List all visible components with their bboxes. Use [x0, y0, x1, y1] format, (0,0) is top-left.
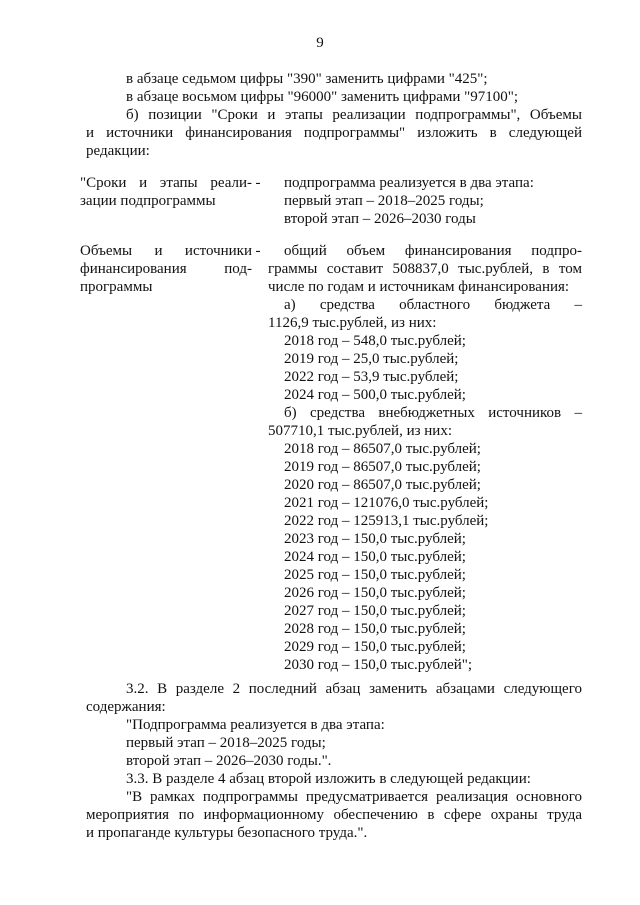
- extrabudget-year-line: 2024 год – 150,0 тыс.рублей;: [284, 549, 466, 565]
- row2-label-line-3: программы: [80, 279, 153, 295]
- intro-line-4: и источники финансирования подпрограммы" изложить в следующей: [86, 125, 582, 141]
- extrabudget-years: [268, 440, 582, 674]
- extrabudget-year-line: 2021 год – 121076,0 тыс.рублей;: [284, 495, 489, 511]
- section-3-2-line-1: 3.2. В разделе 2 последний абзац заменить абзацами следующего: [126, 681, 582, 697]
- extrabudget-line-1: б) средства внебюджетных источников –: [284, 405, 582, 421]
- section-3-2: [86, 680, 582, 770]
- extrabudget-year-line: 2030 год – 150,0 тыс.рублей";: [284, 657, 473, 673]
- extrabudget-year-line: 2022 год – 125913,1 тыс.рублей;: [284, 513, 489, 529]
- row1-dash: -: [255, 175, 261, 191]
- row2-label-line-1: Объемы и источники: [80, 243, 252, 259]
- section-3-3-line-4: и пропаганде культуры безопасного труда.".: [86, 825, 368, 841]
- row2-values: [268, 242, 582, 674]
- row2-dash: -: [255, 243, 261, 259]
- intro-line-1: в абзаце седьмом цифры "390" заменить цифрами "425";: [126, 71, 488, 87]
- extrabudget-year-line: 2023 год – 150,0 тыс.рублей;: [284, 531, 466, 547]
- page-number: 9: [316, 35, 324, 51]
- regional-budget-years: [268, 332, 582, 404]
- section-3-2-line-4: первый этап – 2018–2025 годы;: [126, 735, 326, 751]
- row2-para1-line-1: общий объем финансирования подпро-: [284, 243, 582, 259]
- regional-budget-line-2: 1126,9 тыс.рублей, из них:: [268, 315, 437, 331]
- regional-budget-line-1: а) средства областного бюджета –: [284, 297, 582, 313]
- row1-label-line-1: "Сроки и этапы реали-: [80, 175, 252, 191]
- regional-budget-year-line: 2024 год – 500,0 тыс.рублей;: [284, 387, 466, 403]
- extrabudget-year-line: 2019 год – 86507,0 тыс.рублей;: [284, 459, 481, 475]
- row1-value-line: второй этап – 2026–2030 годы: [284, 211, 476, 227]
- extrabudget-year-line: 2026 год – 150,0 тыс.рублей;: [284, 585, 466, 601]
- extrabudget-year-line: 2029 год – 150,0 тыс.рублей;: [284, 639, 466, 655]
- extrabudget-year-line: 2020 год – 86507,0 тыс.рублей;: [284, 477, 481, 493]
- regional-budget-year-line: 2022 год – 53,9 тыс.рублей;: [284, 369, 459, 385]
- intro-line-5: редакции:: [86, 143, 150, 159]
- section-3-3-line-2: "В рамках подпрограммы предусматривается реализация основного: [126, 789, 582, 805]
- regional-budget-year-line: 2019 год – 25,0 тыс.рублей;: [284, 351, 459, 367]
- section-3-2-line-2: содержания:: [86, 699, 166, 715]
- row2-label-line-2: финансирования под-: [80, 261, 252, 277]
- extrabudget-year-line: 2018 год – 86507,0 тыс.рублей;: [284, 441, 481, 457]
- section-3-3-line-3: мероприятия по информационному обеспечению в сфере охраны труда: [86, 807, 582, 823]
- extrabudget-year-line: 2025 год – 150,0 тыс.рублей;: [284, 567, 466, 583]
- extrabudget-year-line: 2027 год – 150,0 тыс.рублей;: [284, 603, 466, 619]
- row1-label-line-2: зации подпрограммы: [80, 193, 216, 209]
- row2-para1-line-3: числе по годам и источникам финансирования:: [268, 279, 570, 295]
- section-3-2-line-5: второй этап – 2026–2030 годы.".: [126, 753, 332, 769]
- intro-line-3: б) позиции "Сроки и этапы реализации подпрограммы", Объемы: [126, 107, 582, 123]
- row2-label: [80, 242, 252, 296]
- section-3-3-line-1: 3.3. В разделе 4 абзац второй изложить в следующей редакции:: [126, 771, 531, 787]
- regional-budget-year-line: 2018 год – 548,0 тыс.рублей;: [284, 333, 466, 349]
- section-3-3: [86, 770, 582, 842]
- intro-paragraph: [86, 70, 582, 160]
- intro-line-2: в абзаце восьмом цифры "96000" заменить цифрами "97100";: [126, 89, 519, 105]
- row1-label: [80, 174, 252, 210]
- row1-value-line: подпрограмма реализуется в два этапа:: [284, 175, 534, 191]
- extrabudget-year-line: 2028 год – 150,0 тыс.рублей;: [284, 621, 466, 637]
- extrabudget-line-2: 507710,1 тыс.рублей, из них:: [268, 423, 452, 439]
- section-3-2-line-3: "Подпрограмма реализуется в два этапа:: [126, 717, 385, 733]
- row1-values: [284, 174, 582, 228]
- row1-value-line: первый этап – 2018–2025 годы;: [284, 193, 484, 209]
- row2-para1-line-2: граммы составит 508837,0 тыс.рублей, в том: [268, 261, 582, 277]
